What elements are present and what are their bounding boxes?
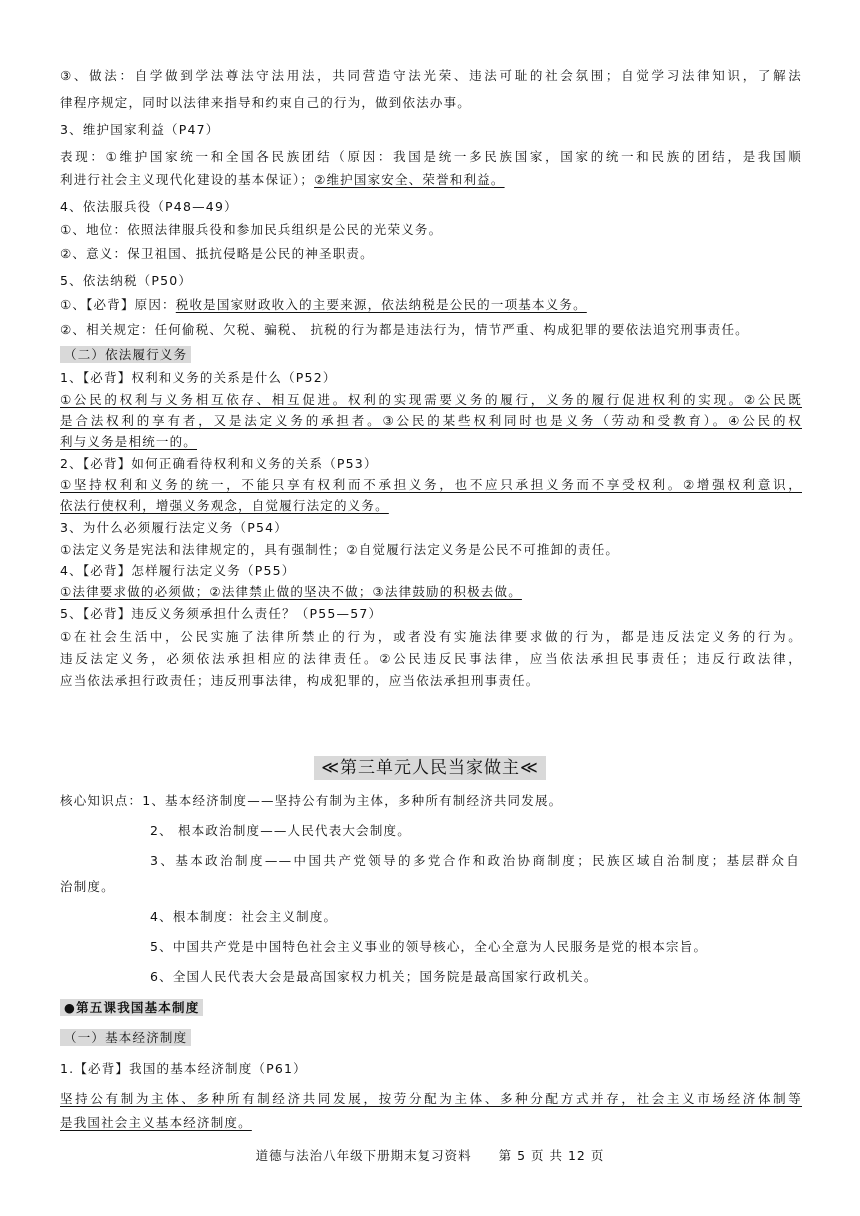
section-heading: 5、依法纳税（P50） xyxy=(60,273,193,288)
question-line: 5、【必背】违反义务须承担什么责任？（P55—57） xyxy=(60,606,383,621)
lesson-heading: ●第五课我国基本制度 xyxy=(60,1000,802,1016)
core-point: 治制度。 xyxy=(60,879,115,894)
text-line: ①法定义务是宪法和法律规定的，具有强制性；②自觉履行法定义务是公民不可推卸的责任。 xyxy=(60,542,620,557)
question-line: 1、【必背】权利和义务的关系是什么（P52） xyxy=(60,370,337,385)
underlined-text: ②维护国家安全、荣誉和利益。 xyxy=(314,172,505,187)
question-line: 4、【必背】怎样履行法定义务（P55） xyxy=(60,563,296,578)
section-heading: 3、维护国家利益（P47） xyxy=(60,122,220,137)
subsection-heading: （一）基本经济制度 xyxy=(60,1030,802,1046)
page-footer: 道德与法治八年级下册期末复习资料 第 5 页 共 12 页 xyxy=(255,1148,605,1163)
question-line: 1.【必背】我国的基本经济制度（P61） xyxy=(60,1061,307,1076)
subsection-heading: （二）依法履行义务 xyxy=(60,347,802,363)
text-line: 应当依法承担行政责任；违反刑事法律，构成犯罪的，应当依法承担刑事责任。 xyxy=(60,673,540,688)
text-line: 违反法定义务，必须依法承担相应的法律责任。②公民违反民事法律，应当依法承担民事责任；违反行政法律， xyxy=(60,651,802,666)
question-line: 2、【必背】如何正确看待权利和义务的关系（P53） xyxy=(60,456,378,471)
underlined-text: 坚持公有制为主体、多种所有制经济共同发展，按劳分配为主体、多种分配方式并存，社会主义市场经济体制等 xyxy=(60,1091,802,1106)
underlined-text: ①坚持权利和义务的统一，不能只享有权利而不承担义务，也不应只承担义务而不享受权利。②增强权利意识， xyxy=(60,477,802,492)
text-line: 表现：①维护国家统一和全国各民族团结（原因：我国是统一多民族国家，国家的统一和民族的团结，是我国顺 xyxy=(60,149,802,164)
text-line: 律程序规定，同时以法律来指导和约束自己的行为，做到依法办事。 xyxy=(60,95,472,110)
question-line: 3、为什么必须履行法定义务（P54） xyxy=(60,520,288,535)
section-heading: 4、依法服兵役（P48—49） xyxy=(60,199,238,214)
text-line: ②、相关规定：任何偷税、欠税、骗税、 抗税的行为都是违法行为，情节严重、构成犯罪的要依法追究刑事责任。 xyxy=(60,322,749,337)
underlined-text: 利与义务是相统一的。 xyxy=(60,434,198,449)
underlined-text: 是合法权利的享有者，又是法定义务的承担者。③公民的某些权利同时也是义务（劳动和受教育）。④公民的权 xyxy=(60,413,802,428)
core-point: 核心知识点：1、基本经济制度——坚持公有制为主体，多种所有制经济共同发展。 xyxy=(60,793,563,808)
core-point: 4、根本制度：社会主义制度。 xyxy=(150,909,338,924)
underlined-text: ①公民的权利与义务相互依存、相互促进。权利的实现需要义务的履行，义务的履行促进权利的实现。②公民既 xyxy=(60,392,802,407)
text-line: ②、意义：保卫祖国、抵抗侵略是公民的神圣职责。 xyxy=(60,246,374,261)
text-line: ①、【必背】原因：税收是国家财政收入的主要来源，依法纳税是公民的一项基本义务。 xyxy=(60,297,587,312)
text-line: ③、做法：自学做到学法尊法守法用法，共同营造守法光荣、违法可耻的社会氛围；自觉学习法律知识，了解法 xyxy=(60,68,802,83)
underlined-text: 依法行使权利，增强义务观念，自觉履行法定的义务。 xyxy=(60,498,389,513)
text-line: ①在社会生活中，公民实施了法律所禁止的行为，或者没有实施法律要求做的行为，都是违反法定义务的行为。 xyxy=(60,629,802,644)
underlined-text: 税收是国家财政收入的主要来源，依法纳税是公民的一项基本义务。 xyxy=(175,297,587,312)
underlined-text: ①法律要求做的必须做；②法律禁止做的坚决不做；③法律鼓励的积极去做。 xyxy=(60,584,522,599)
underlined-text: 是我国社会主义基本经济制度。 xyxy=(60,1115,252,1130)
core-point: 2、 根本政治制度——人民代表大会制度。 xyxy=(150,823,411,838)
text-line: 利进行社会主义现代化建设的基本保证）；②维护国家安全、荣誉和利益。 xyxy=(60,172,505,187)
core-point: 6、全国人民代表大会是最高国家权力机关；国务院是最高国家行政机关。 xyxy=(150,969,598,984)
core-point: 5、中国共产党是中国特色社会主义事业的领导核心，全心全意为人民服务是党的根本宗旨。 xyxy=(150,939,708,954)
text-line: ①、地位：依照法律服兵役和参加民兵组织是公民的光荣义务。 xyxy=(60,222,443,237)
core-point: 3、基本政治制度——中国共产党领导的多党合作和政治协商制度；民族区域自治制度；基层群众自 xyxy=(150,853,800,868)
unit-title: ≪第三单元人民当家做主≪ xyxy=(314,756,546,780)
